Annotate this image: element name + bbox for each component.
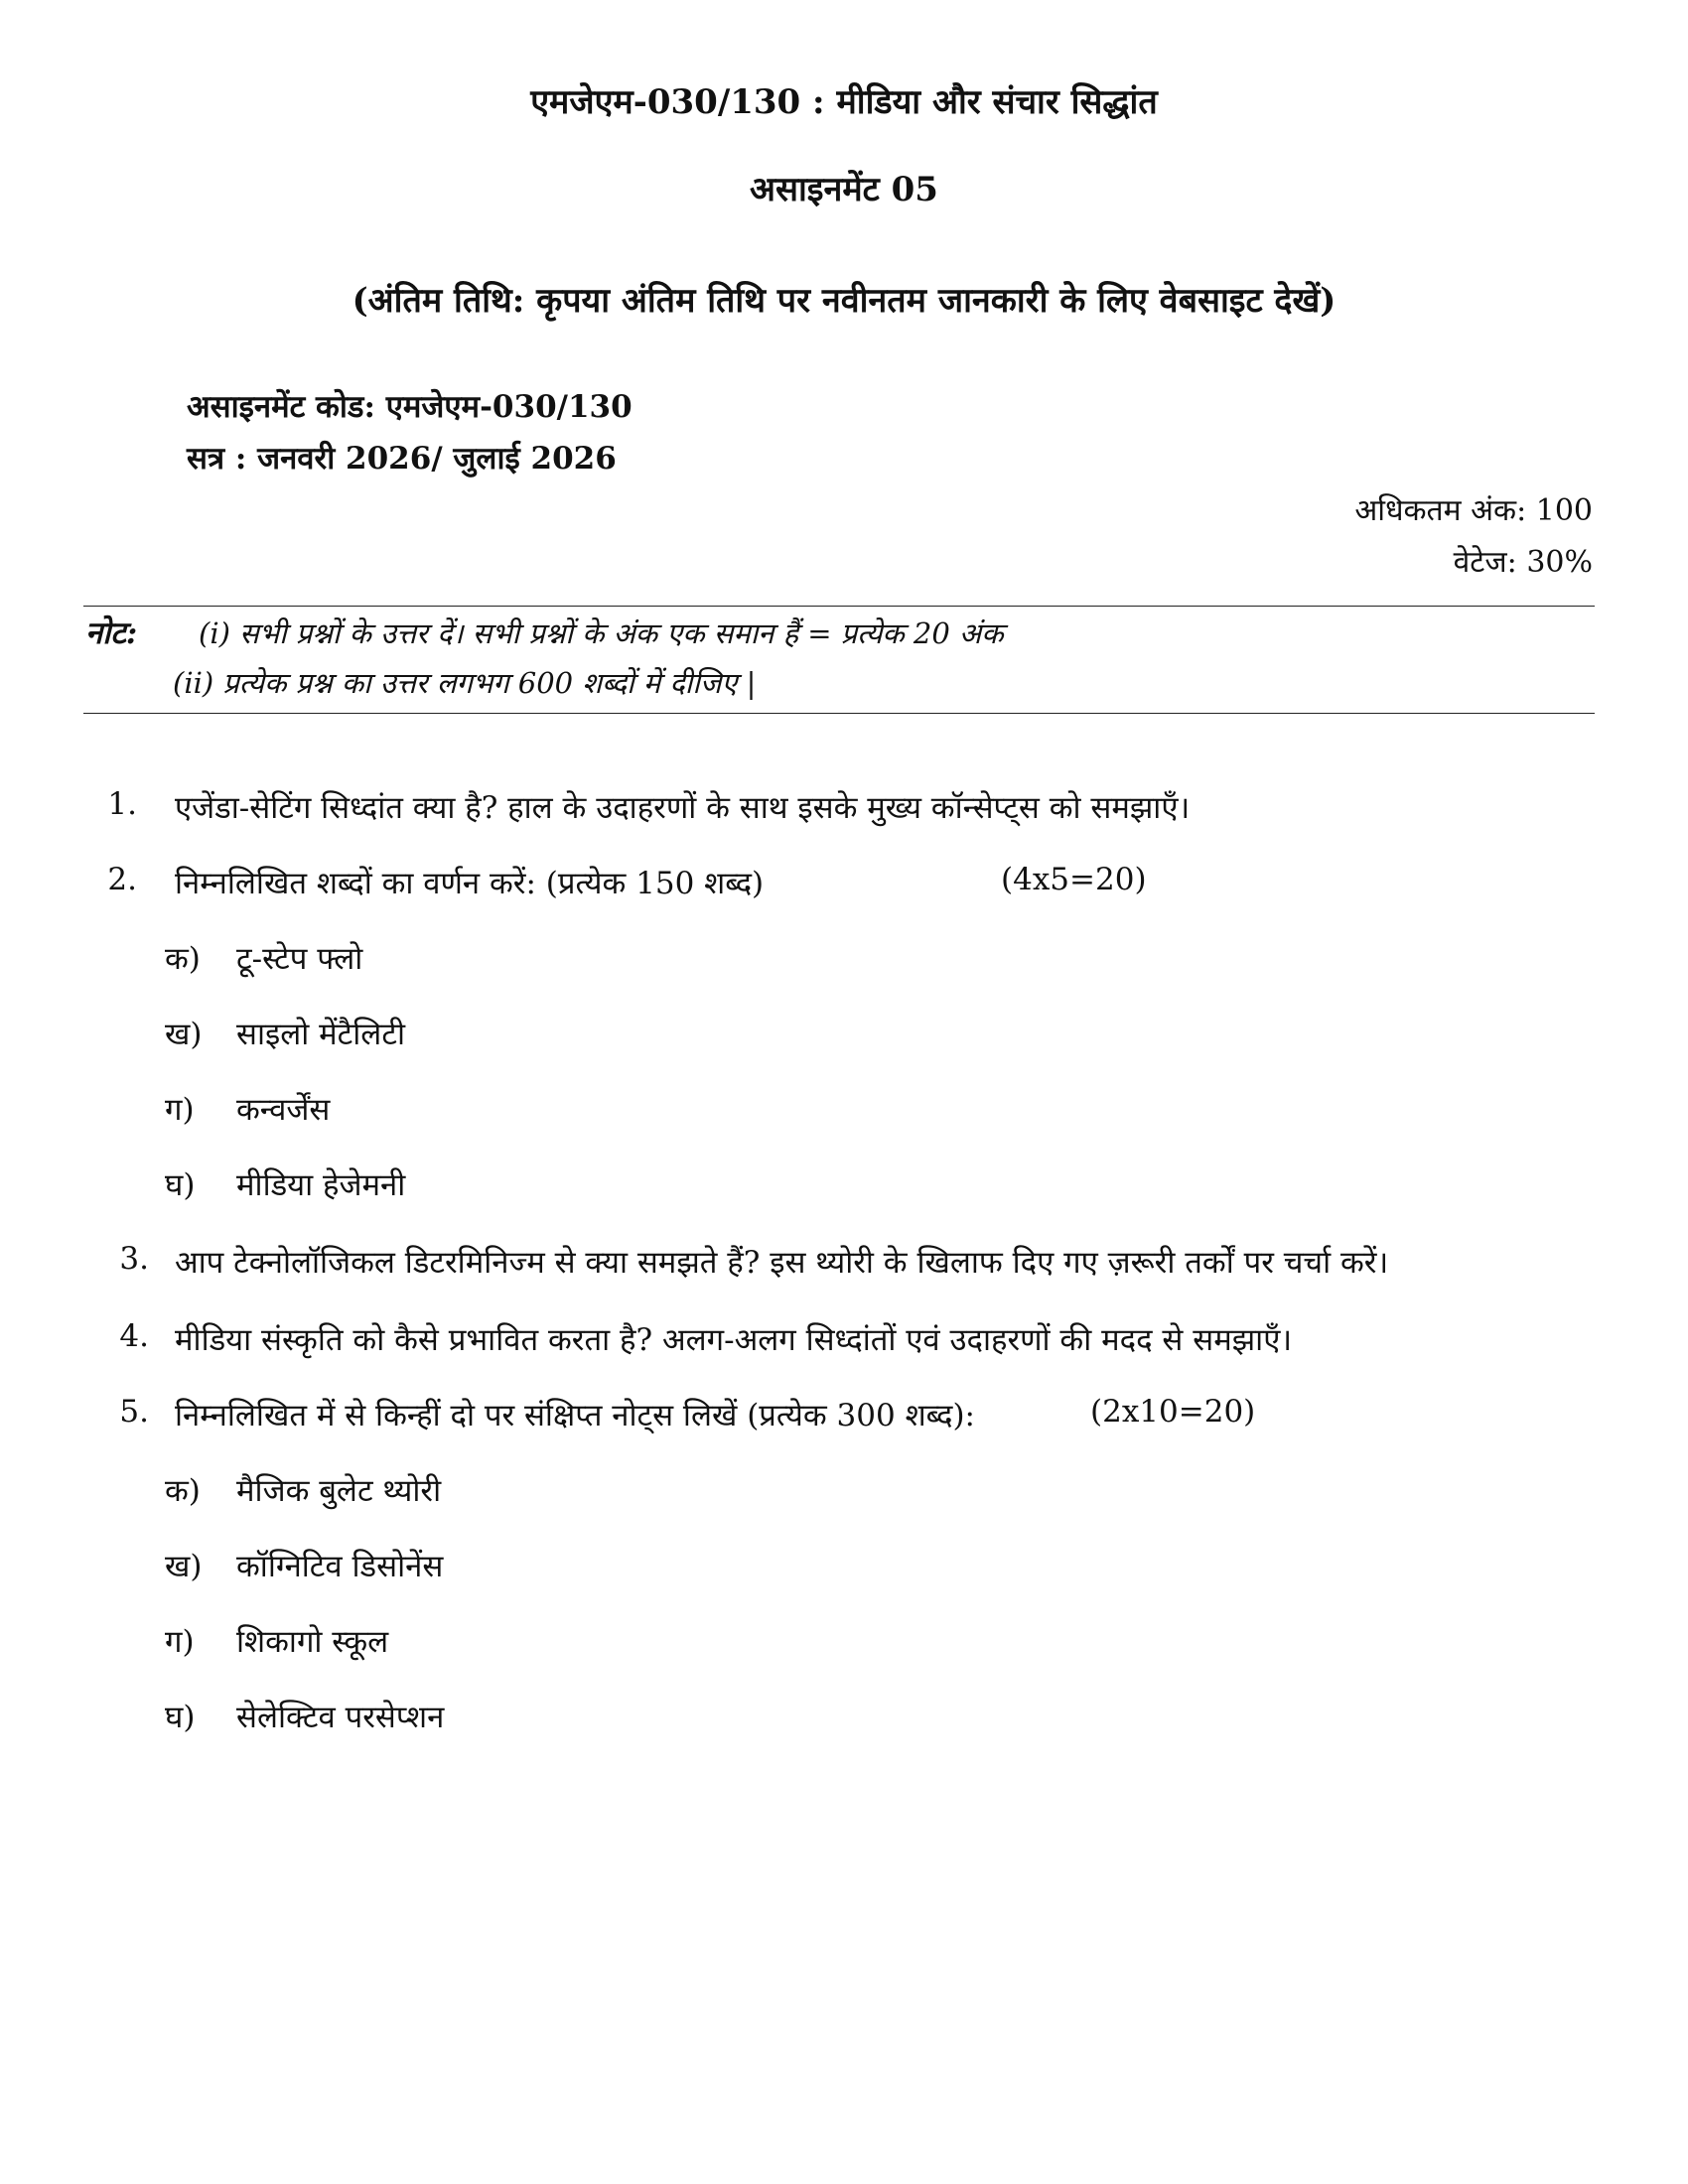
question-text: एजेंडा-सेटिंग सिध्दांत क्या है? हाल के उदाहरणों के साथ इसके मुख्य कॉन्सेप्ट्स को समझाएँ। — [175, 790, 1191, 826]
sub-item-marker: ग) — [165, 1092, 195, 1128]
sub-item-marker: क) — [165, 941, 201, 977]
sub-item-text: साइलो मेंटैलिटी — [236, 1017, 405, 1052]
note-label: नोट: — [85, 615, 138, 651]
question-text: आप टेक्नोलॉजिकल डिटरमिनिज्म से क्या समझते हैं? इस थ्योरी के खिलाफ दिए गए ज़रूरी तर्कों पर चर्चा करें। — [175, 1245, 1389, 1281]
sub-item-text: मीडिया हेजेमनी — [236, 1167, 406, 1203]
sub-item-text: कॉग्निटिव डिसोनेंस — [236, 1549, 444, 1584]
sub-item-text: कन्वर्जेंस — [236, 1092, 331, 1128]
question-marks: (2x10=20) — [1090, 1394, 1256, 1430]
question-number: 2. — [107, 862, 137, 897]
top-divider — [83, 606, 1595, 607]
question-number: 1. — [107, 786, 137, 822]
sub-item-text: मैजिक बुलेट थ्योरी — [236, 1473, 442, 1509]
question-text: निम्नलिखित में से किन्हीं दो पर संक्षिप्त नोट्स लिखें (प्रत्येक 300 शब्द): — [175, 1398, 975, 1433]
question-number: 4. — [119, 1318, 149, 1354]
sub-item-marker: घ) — [165, 1167, 196, 1203]
sub-item-marker: ख) — [165, 1549, 203, 1584]
sub-item-marker: ख) — [165, 1017, 203, 1052]
sub-item-text: टू-स्टेप फ्लो — [236, 941, 363, 977]
max-marks: अधिकतम अंक: 100 — [1354, 493, 1593, 528]
note-line-2: (ii) प्रत्येक प्रश्न का उत्तर लगभग 600 शब्दों में दीजिए | — [173, 666, 757, 700]
bottom-divider — [83, 713, 1595, 714]
due-date-note: (अंतिम तिथि: कृपया अंतिम तिथि पर नवीनतम जानकारी के लिए वेबसाइट देखें) — [352, 281, 1336, 321]
question-text: निम्नलिखित शब्दों का वर्णन करें: (प्रत्येक 150 शब्द) — [175, 866, 765, 901]
question-marks: (4x5=20) — [1001, 862, 1147, 897]
assignment-title: असाइनमेंट 05 — [750, 170, 938, 209]
assignment-code: असाइनमेंट कोड: एमजेएम-030/130 — [187, 389, 633, 425]
note-line-1: (i) सभी प्रश्नों के उत्तर दें। सभी प्रश्नों के अंक एक समान हैं = प्रत्येक 20 अंक — [199, 616, 1004, 650]
sub-item-text: सेलेक्टिव परसेप्शन — [236, 1700, 445, 1735]
weightage: वेटेज: 30% — [1453, 545, 1593, 580]
question-number: 3. — [119, 1241, 149, 1277]
sub-item-marker: ग) — [165, 1624, 195, 1660]
question-text: मीडिया संस्कृति को कैसे प्रभावित करता है? अलग-अलग सिध्दांतों एवं उदाहरणों की मदद से समझाएँ। — [175, 1322, 1293, 1358]
sub-item-text: शिकागो स्कूल — [236, 1624, 389, 1660]
sub-item-marker: क) — [165, 1473, 201, 1509]
sub-item-marker: घ) — [165, 1700, 196, 1735]
course-title: एमजेएम-030/130 : मीडिया और संचार सिद्धांत — [530, 82, 1158, 122]
session: सत्र : जनवरी 2026/ जुलाई 2026 — [187, 441, 617, 477]
question-number: 5. — [119, 1394, 149, 1430]
